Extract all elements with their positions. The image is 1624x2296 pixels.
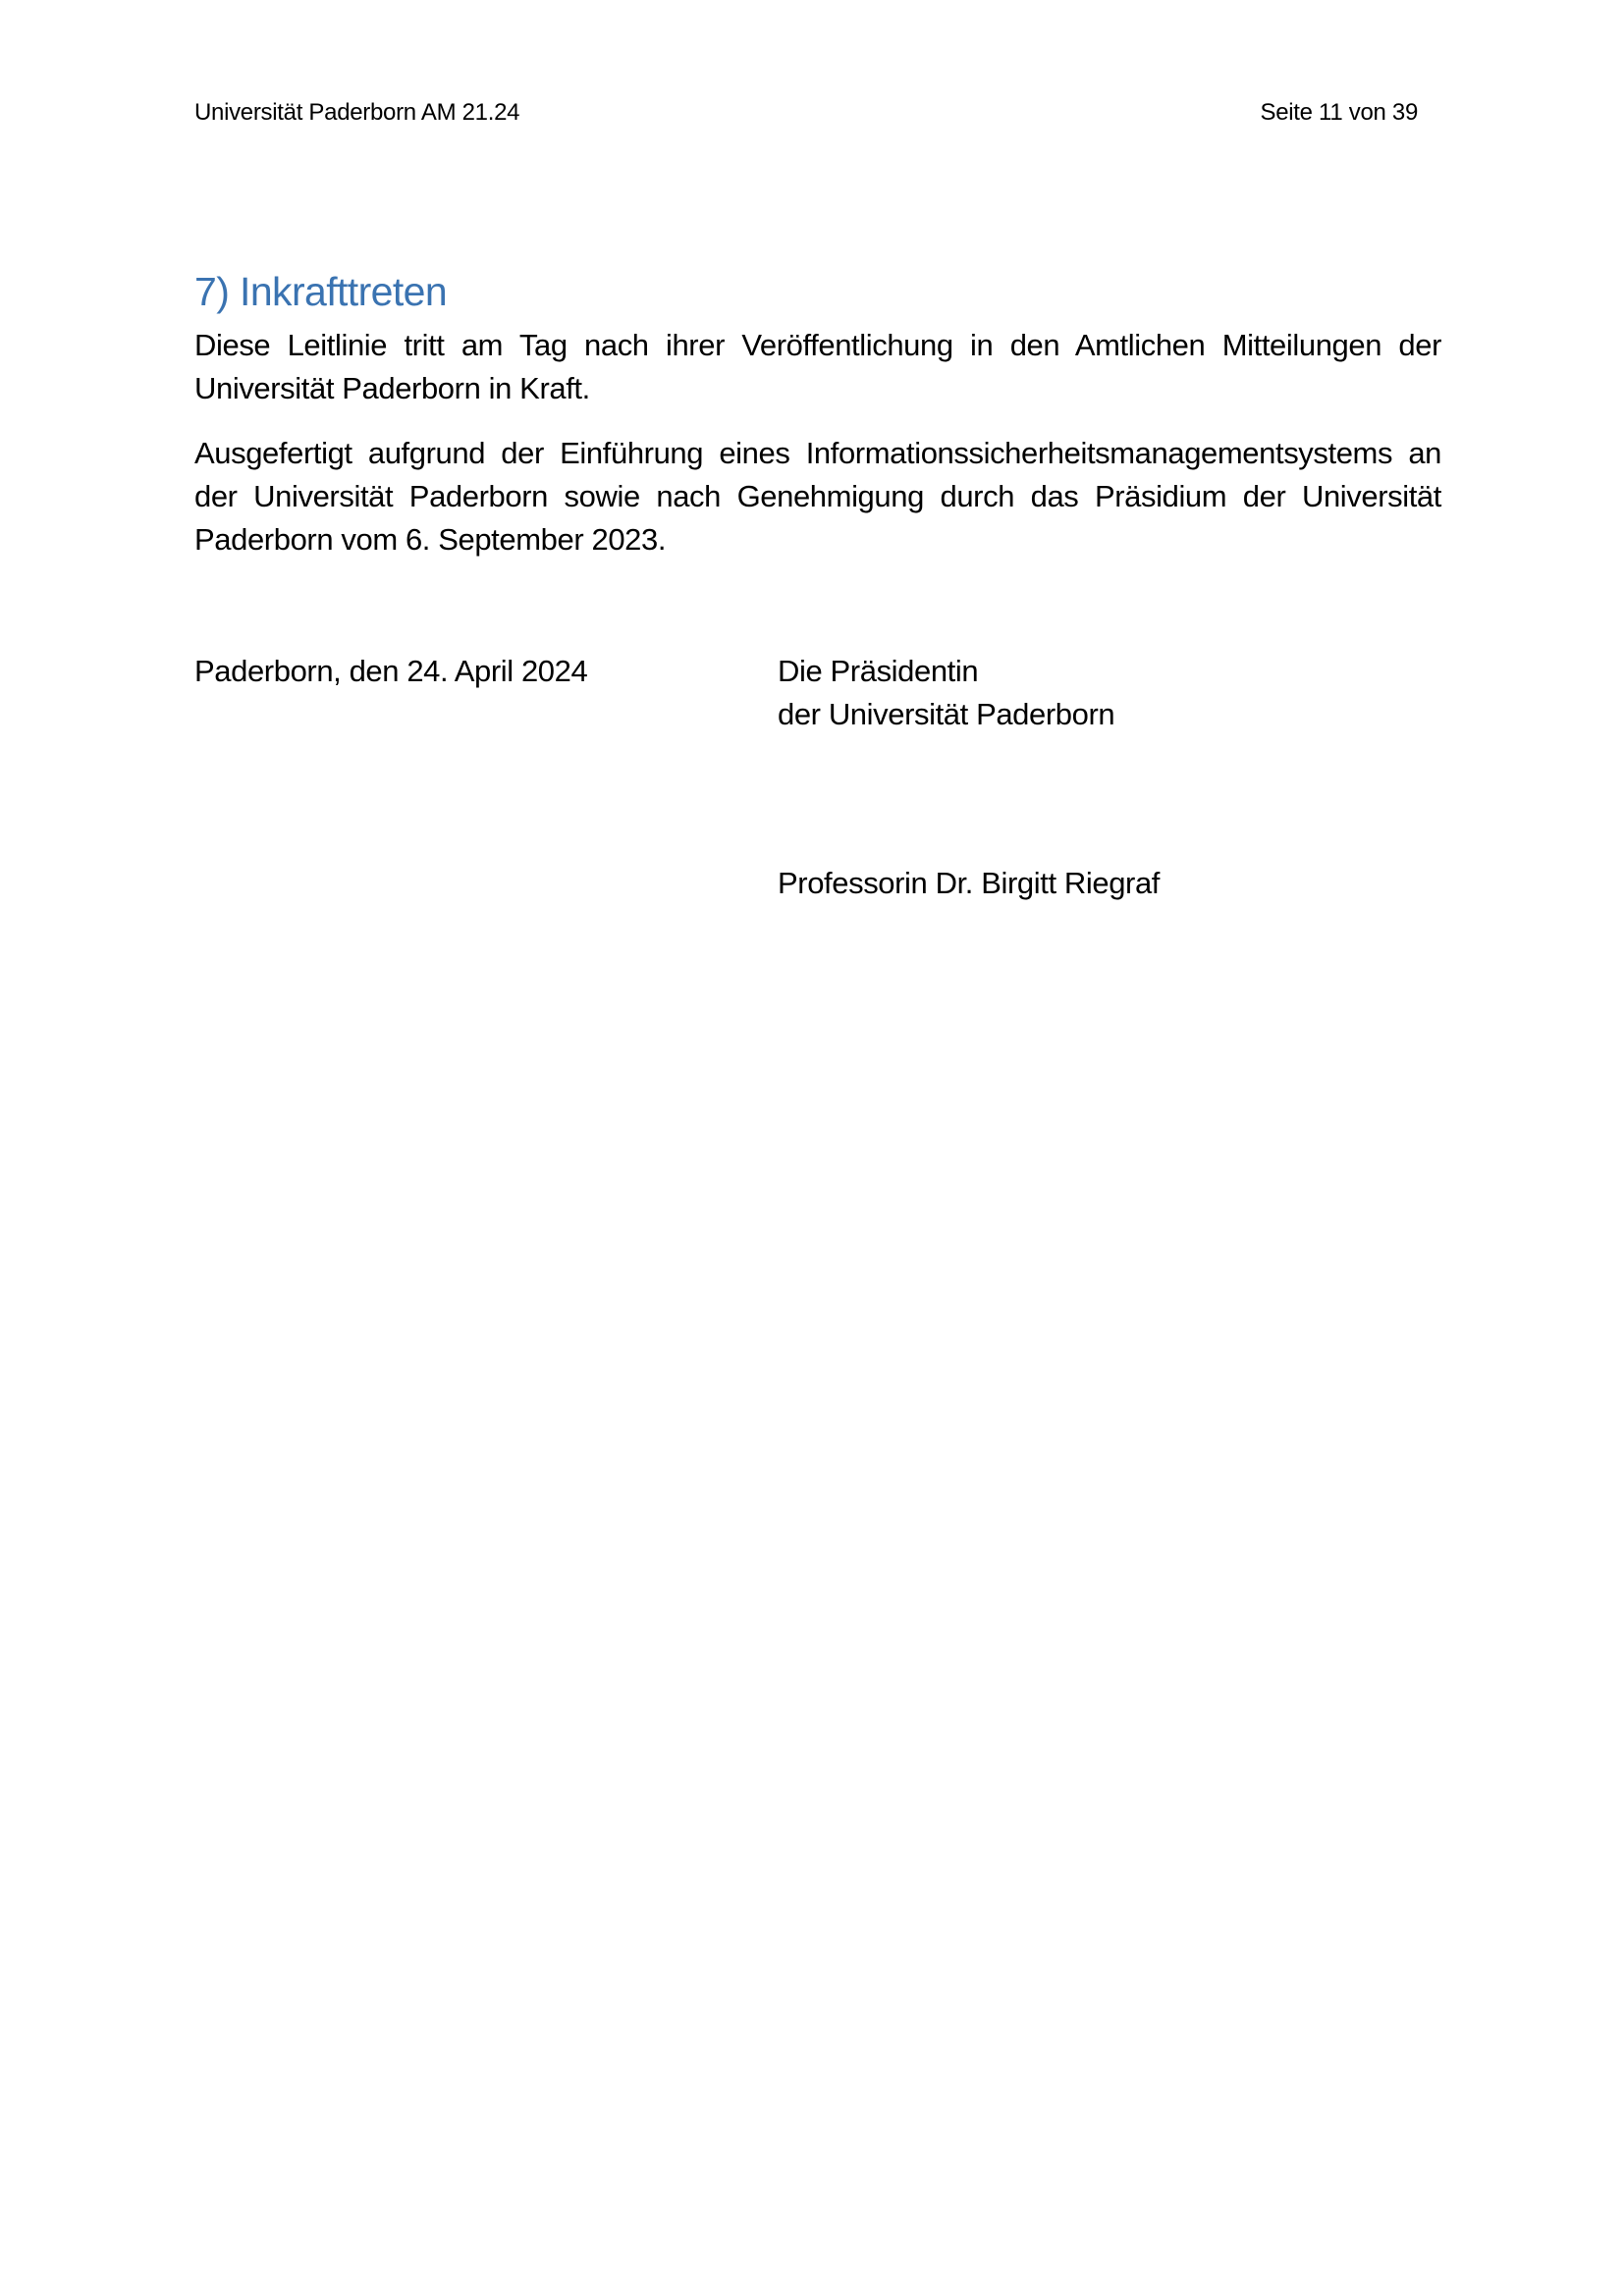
header-page-indicator: Seite 11 von 39 xyxy=(1260,99,1418,126)
header-document-reference: Universität Paderborn AM 21.24 xyxy=(194,99,520,126)
signature-title-line-2: der Universität Paderborn xyxy=(778,697,1115,731)
signatory-name: Professorin Dr. Birgitt Riegraf xyxy=(778,866,1161,900)
paragraph-effective-date: Diese Leitlinie tritt am Tag nach ihrer Veröffentlichung in den Amtlichen Mitteilungen der Universität Paderborn in Kraft. xyxy=(194,328,1441,405)
section-heading: 7) Inkrafttreten xyxy=(194,269,448,314)
signature-title-line-1: Die Präsidentin xyxy=(778,654,979,688)
signature-place-date: Paderborn, den 24. April 2024 xyxy=(194,654,588,688)
paragraph-execution: Ausgefertigt aufgrund der Einführung eines Informationssicherheitsmanagementsystems an der Universität Paderborn sowie nach Genehmigung durch das Präsidium der Universität Paderborn vom 6. September 2023. xyxy=(194,436,1441,557)
signature-title-block xyxy=(778,650,1114,736)
